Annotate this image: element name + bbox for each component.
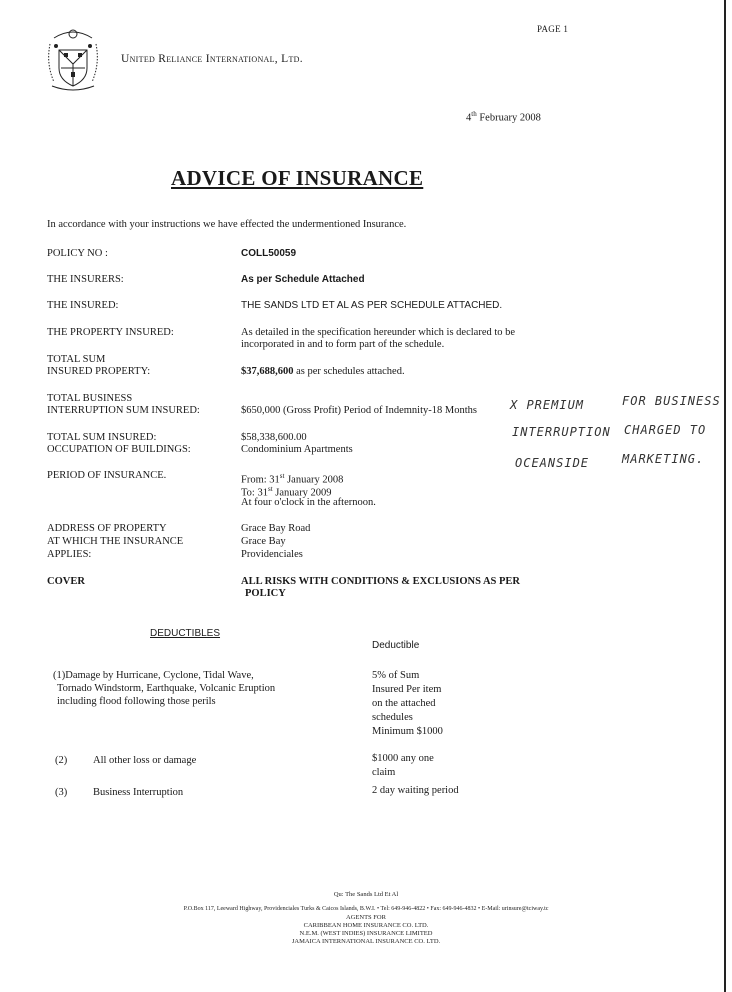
company-name: United Reliance International, Ltd.	[121, 53, 303, 65]
occupation-label: OCCUPATION OF BUILDINGS:	[47, 444, 191, 455]
footer-address: P.O.Box 117, Leeward Highway, Providenciales Turks & Caicos Islands, B.W.I. • Tel: 649-946-4822 • Fax: 649-946-4832 • E-Mail: urinsure@tciway.tc	[183, 906, 549, 912]
deductible-item-1-value-line-4: schedules	[372, 712, 413, 723]
period-from: From: 31st January 2008	[241, 472, 344, 486]
address-label-line-1: ADDRESS OF PROPERTY	[47, 523, 167, 534]
period-time: At four o'clock in the afternoon.	[241, 497, 376, 508]
property-value-line-2: incorporated in and to form part of the schedule.	[241, 339, 445, 350]
deductible-item-2-value-line-2: claim	[372, 767, 396, 778]
address-line-2: Grace Bay	[241, 536, 286, 547]
policy-no-value: COLL50059	[241, 248, 297, 259]
footer-agents-for: AGENTS FOR	[346, 914, 386, 921]
bi-label-line-1: TOTAL BUSINESS	[47, 393, 133, 404]
cover-value-line-2: POLICY	[245, 588, 286, 599]
bi-value: $650,000 (Gross Profit) Period of Indemnity-18 Months	[241, 405, 477, 416]
handwritten-note-line-2b: CHARGED TO	[624, 423, 707, 437]
insured-value: THE SANDS LTD ET AL AS PER SCHEDULE ATTACHED.	[241, 300, 503, 311]
property-label: THE PROPERTY INSURED:	[47, 327, 174, 338]
company-crest-logo	[44, 24, 102, 94]
handwritten-note-line-1a: X PREMIUM	[510, 398, 585, 412]
property-value-line-1: As detailed in the specification hereunder which is declared to be	[241, 327, 516, 338]
deductible-item-1-value-line-5: Minimum $1000	[372, 726, 443, 737]
total-insured-label: TOTAL SUM INSURED:	[47, 432, 157, 443]
footer-line-1: Qu: The Sands Ltd Et Al	[333, 891, 399, 898]
insurers-label: THE INSURERS:	[47, 274, 124, 285]
handwritten-note-line-1b: FOR BUSINESS	[622, 394, 721, 408]
deductible-item-1-desc-line-2: Tornado Windstorm, Earthquake, Volcanic Eruption	[57, 683, 276, 694]
total-sum-label-line-2: INSURED PROPERTY:	[47, 366, 151, 377]
total-insured-value: $58,338,600.00	[241, 432, 307, 443]
deductible-item-3-num: (3)	[55, 787, 68, 798]
period-to: To: 31st January 2009	[241, 485, 332, 499]
document-date: 4th February 2008	[466, 110, 541, 124]
deductible-item-1-desc-line-1: (1)Damage by Hurricane, Cyclone, Tidal Wave,	[53, 670, 254, 681]
address-label-line-2: AT WHICH THE INSURANCE	[47, 536, 184, 547]
period-label: PERIOD OF INSURANCE.	[47, 470, 167, 481]
bi-label-line-2: INTERRUPTION SUM INSURED:	[47, 405, 200, 416]
deductibles-heading: DEDUCTIBLES	[150, 628, 221, 639]
footer-agent-3: JAMAICA INTERNATIONAL INSURANCE CO. LTD.	[291, 938, 441, 945]
page-title: ADVICE OF INSURANCE	[171, 166, 424, 190]
page-number: PAGE 1	[537, 24, 569, 34]
address-line-3: Providenciales	[241, 549, 303, 560]
handwritten-note-line-3a: OCEANSIDE	[515, 456, 590, 470]
deductible-item-1-value-line-1: 5% of Sum	[372, 670, 420, 681]
total-sum-value: $37,688,600 as per schedules attached.	[241, 366, 405, 377]
deductible-item-2-desc: All other loss or damage	[93, 755, 197, 766]
occupation-value: Condominium Apartments	[241, 444, 353, 455]
deductible-item-2-num: (2)	[55, 755, 68, 766]
deductible-item-1-value-line-3: on the attached	[372, 698, 436, 709]
address-line-1: Grace Bay Road	[241, 523, 311, 534]
address-label-line-3: APPLIES:	[47, 549, 92, 560]
deductible-item-2-value-line-1: $1000 any one	[372, 753, 434, 764]
handwritten-note-line-3b: MARKETING.	[622, 452, 705, 466]
deductible-item-3-value: 2 day waiting period	[372, 785, 459, 796]
deductible-item-1-value-line-2: Insured Per item	[372, 684, 442, 695]
deductible-item-3-desc: Business Interruption	[93, 787, 184, 798]
handwritten-note-line-2a: INTERRUPTION	[512, 425, 611, 439]
insurers-value: As per Schedule Attached	[241, 274, 365, 285]
deductible-column-header: Deductible	[372, 640, 420, 651]
page-edge-line	[724, 0, 726, 992]
footer-agent-1: CARIBBEAN HOME INSURANCE CO. LTD.	[303, 922, 429, 929]
cover-label: COVER	[47, 576, 85, 587]
policy-no-label: POLICY NO :	[47, 248, 108, 259]
total-sum-label-line-1: TOTAL SUM	[47, 354, 106, 365]
footer-agent-2: N.E.M. (WEST INDIES) INSURANCE LIMITED	[299, 930, 433, 937]
cover-value-line-1: ALL RISKS WITH CONDITIONS & EXCLUSIONS AS PER	[241, 576, 521, 587]
insured-label: THE INSURED:	[47, 300, 119, 311]
deductible-item-1-desc-line-3: including flood following those perils	[57, 696, 216, 707]
intro-text: In accordance with your instructions we have effected the undermentioned Insurance.	[47, 219, 407, 230]
